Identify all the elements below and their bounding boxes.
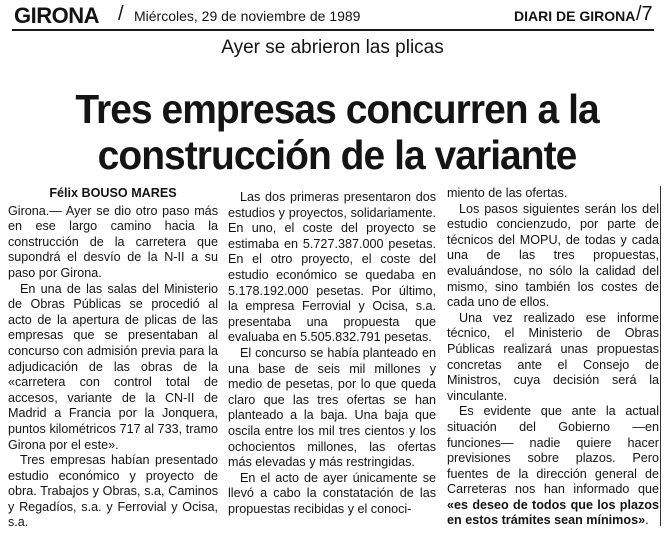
paragraph-end: . <box>645 513 649 528</box>
paragraph: Los pasos siguientes serán los del estudio concienzudo, por parte de técnicos del MOPU, de todas y cada una de las tres propuestas, evaluándose, no sólo la calidad del mismo, sino también los costes de cada uno de ellos. <box>447 201 659 310</box>
article-column-3 <box>447 186 659 529</box>
publication-date: Miércoles, 29 de noviembre de 1989 <box>134 8 361 24</box>
quote-bold: «es deseo de todos que los plazos en estos trámites sean mínimos» <box>447 497 659 528</box>
paragraph-continuation: miento de las ofertas. <box>447 186 568 200</box>
column-rule <box>660 186 661 526</box>
article-column-2 <box>228 190 436 517</box>
kicker: Ayer se abrieron las plicas <box>221 37 444 58</box>
header-rule <box>12 29 654 31</box>
paragraph: En el acto de ayer únicamente se llevó a cabo la constatación de las propuestas recibidas y el conoci- <box>228 470 436 516</box>
paragraph <box>447 404 659 529</box>
paragraph: El concurso se había planteado en una base de seis mil millones y medio de pesetas, por lo que queda claro que las tres ofertas se han planteado a la baja. Una baja que oscila entre los mil tres cientos y los ochocientos millones, las ofertas más elevadas y más restringidas. <box>228 345 436 470</box>
page-header <box>0 0 665 30</box>
header-slash: / <box>118 3 124 25</box>
paragraph: Tres empresas habían presentado estudio económico y proyecto de obra. Trabajos y Obras, s.a, Caminos y Regadíos, s.a. y Ferrovial y Ocisa, s.a. <box>8 453 218 530</box>
headline: Tres empresas concurren a la construcción de la variante <box>75 86 599 178</box>
byline: Félix BOUSO MARES <box>49 186 177 200</box>
article-column-1 <box>8 186 218 531</box>
paragraph: Girona.— Ayer se dio otro paso más en ese largo camino hacia la construcción de la carretera que supondrá el desvío de la N-II a su paso por Girona. <box>8 203 218 280</box>
paragraph: Las dos primeras presentaron dos estudios y proyectos, solidariamente. En uno, el coste del proyecto se estimaba en 5.727.387.000 pesetas. En el otro proyecto, el coste del estudio económico se quedaba en 5.178.192.000 pesetas. Por último, la empresa Ferrovial y Ocisa, s.a. presentaba una propuesta que evaluaba en 5.505.832.791 pesetas. <box>228 190 436 345</box>
paragraph: En una de las salas del Ministerio de Obras Públicas se procedió al acto de la apertura de plicas de las empresas que se presentaban al concurso con admisión previa para la adjudicación de las obras de la «carretera con control total de accesos, variante de la CN-II de Madrid a Francia por la Jonquera, puntos kilométricos 717 al 733, tramo Girona por el este». <box>8 281 218 452</box>
newspaper-name: DIARI DE GIRONA <box>514 8 636 24</box>
paragraph: Una vez realizado ese informe técnico, el Ministerio de Obras Públicas realizará unas propuestas concretas ante el Consejo de Ministros, cuya decisión será la vinculante. <box>447 310 659 403</box>
section-name: GIRONA <box>14 3 99 28</box>
paragraph-text: Es evidente que ante la actual situación del Gobierno —en funciones— nadie quiere hacer previsiones sobre plazos. Pero fuentes de la dirección general de Carreteras nos han informado que <box>447 404 659 497</box>
page-number: /7 <box>636 3 653 25</box>
